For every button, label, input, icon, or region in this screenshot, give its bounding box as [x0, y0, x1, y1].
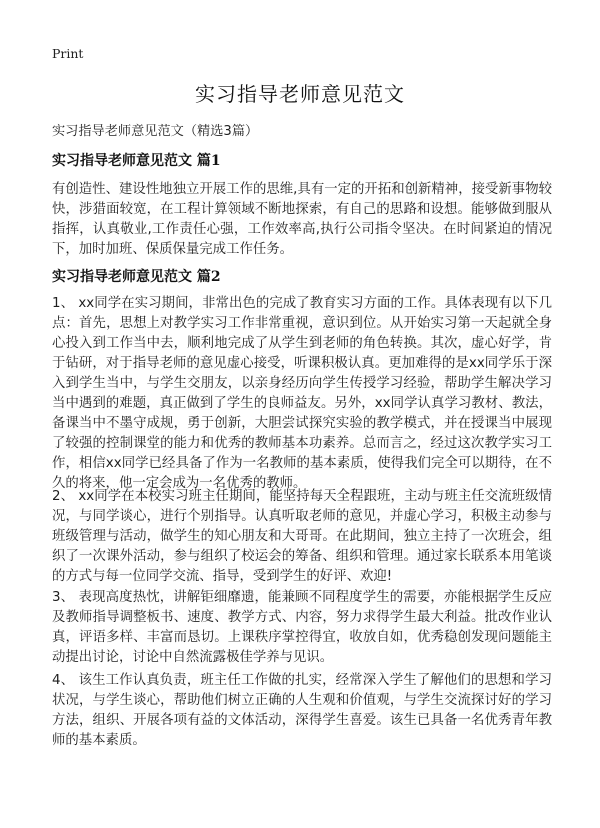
section-heading-text: 实习指导老师意见范文 篇: [52, 153, 211, 169]
section-heading-1: [52, 150, 221, 170]
section-heading-text: 实习指导老师意见范文 篇: [52, 269, 211, 285]
section-heading-number: 1: [210, 153, 221, 169]
section-2-paragraph-2: 2、 xx同学在本校实习班主任期间，能坚持每天全程跟班，主动与班主任交流班级情况，与同学谈心，进行个别指导。认真听取老师的意见，并虚心学习，积极主动参与班级管理与活动，做学生的知心朋友和大哥哥。在此期间，独立主持了一次班会，组织了一次课外活动，参与组织了校运会的筹备、组织和管理。通过家长联系本用笔谈的方式与每一位同学交流、指导，受到学生的好评、欢迎!: [52, 489, 552, 584]
section-1-paragraph: 有创造性、建设性地独立开展工作的思维,具有一定的开拓和创新精神，接受新事物较快，涉猎面较宽，在工程计算领域不断地探索，有自己的思路和设想。能够做到服从指挥，认真敬业,工作责任心强，工作效率高,执行公司指令坚决。在时间紧迫的情况下，加时加班、保质保量完成工作任务。: [52, 182, 552, 257]
document-subtitle: 实习指导老师意见范文（精选3篇）: [52, 124, 259, 139]
section-heading-number: 2: [210, 269, 221, 285]
section-2-paragraph-4: 4、 该生工作认真负责，班主任工作做的扎实，经常深入学生了解他们的思想和学习状况，与学生谈心，帮助他们树立正确的人生观和价值观，与学生交流探讨好的学习方法，组织、开展各项有益的文体活动，深得学生喜爱。该生已具备一名优秀青年教师的基本素质。: [52, 673, 552, 748]
section-heading-2: [52, 266, 221, 286]
section-2-paragraph-3: 3、 表现高度热忱，讲解钜细靡遗，能兼顾不同程度学生的需要，亦能根据学生反应及教师指导调整板书、速度、教学方式、内容，努力求得学生最大利益。批改作业认真，评语多样、丰富而恳切。上课秩序掌控得宜，收放自如，优秀稳创发现问题能主动提出讨论，讨论中自然流露极佳学养与见识。: [52, 590, 552, 665]
document-title: 实习指导老师意见范文: [195, 82, 405, 106]
section-2-paragraph-1: 1、 xx同学在实习期间，非常出色的完成了教育实习方面的工作。具体表现有以下几点：首先，思想上对教学实习工作非常重视，意识到位。从开始实习第一天起就全身心投入到工作当中去，顺利地完成了从学生到老师的角色转换。其次，虚心好学，肯于钻研，对于指导老师的意见虚心接受，听课积极认真。更加难得的是xx同学乐于深入到学生当中，与学生交朋友，以亲身经历向学生传授学习经验，帮助学生解决学习当中遇到的难题，真正做到了学生的良师益友。另外，xx同学认真学习教材、教法，备课当中不墨守成规，勇于创新，大胆尝试探究实验的教学模式，并在授课当中展现了较强的控制课堂的能力和优秀的教师基本功素养。总而言之，经过这次教学实习工作，相信xx同学已经具备了作为一名教师的基本素质，使得我们完全可以期待，在不久的将来，他一定会成为一名优秀的教师。: [52, 296, 552, 491]
print-link[interactable]: Print: [52, 46, 84, 61]
